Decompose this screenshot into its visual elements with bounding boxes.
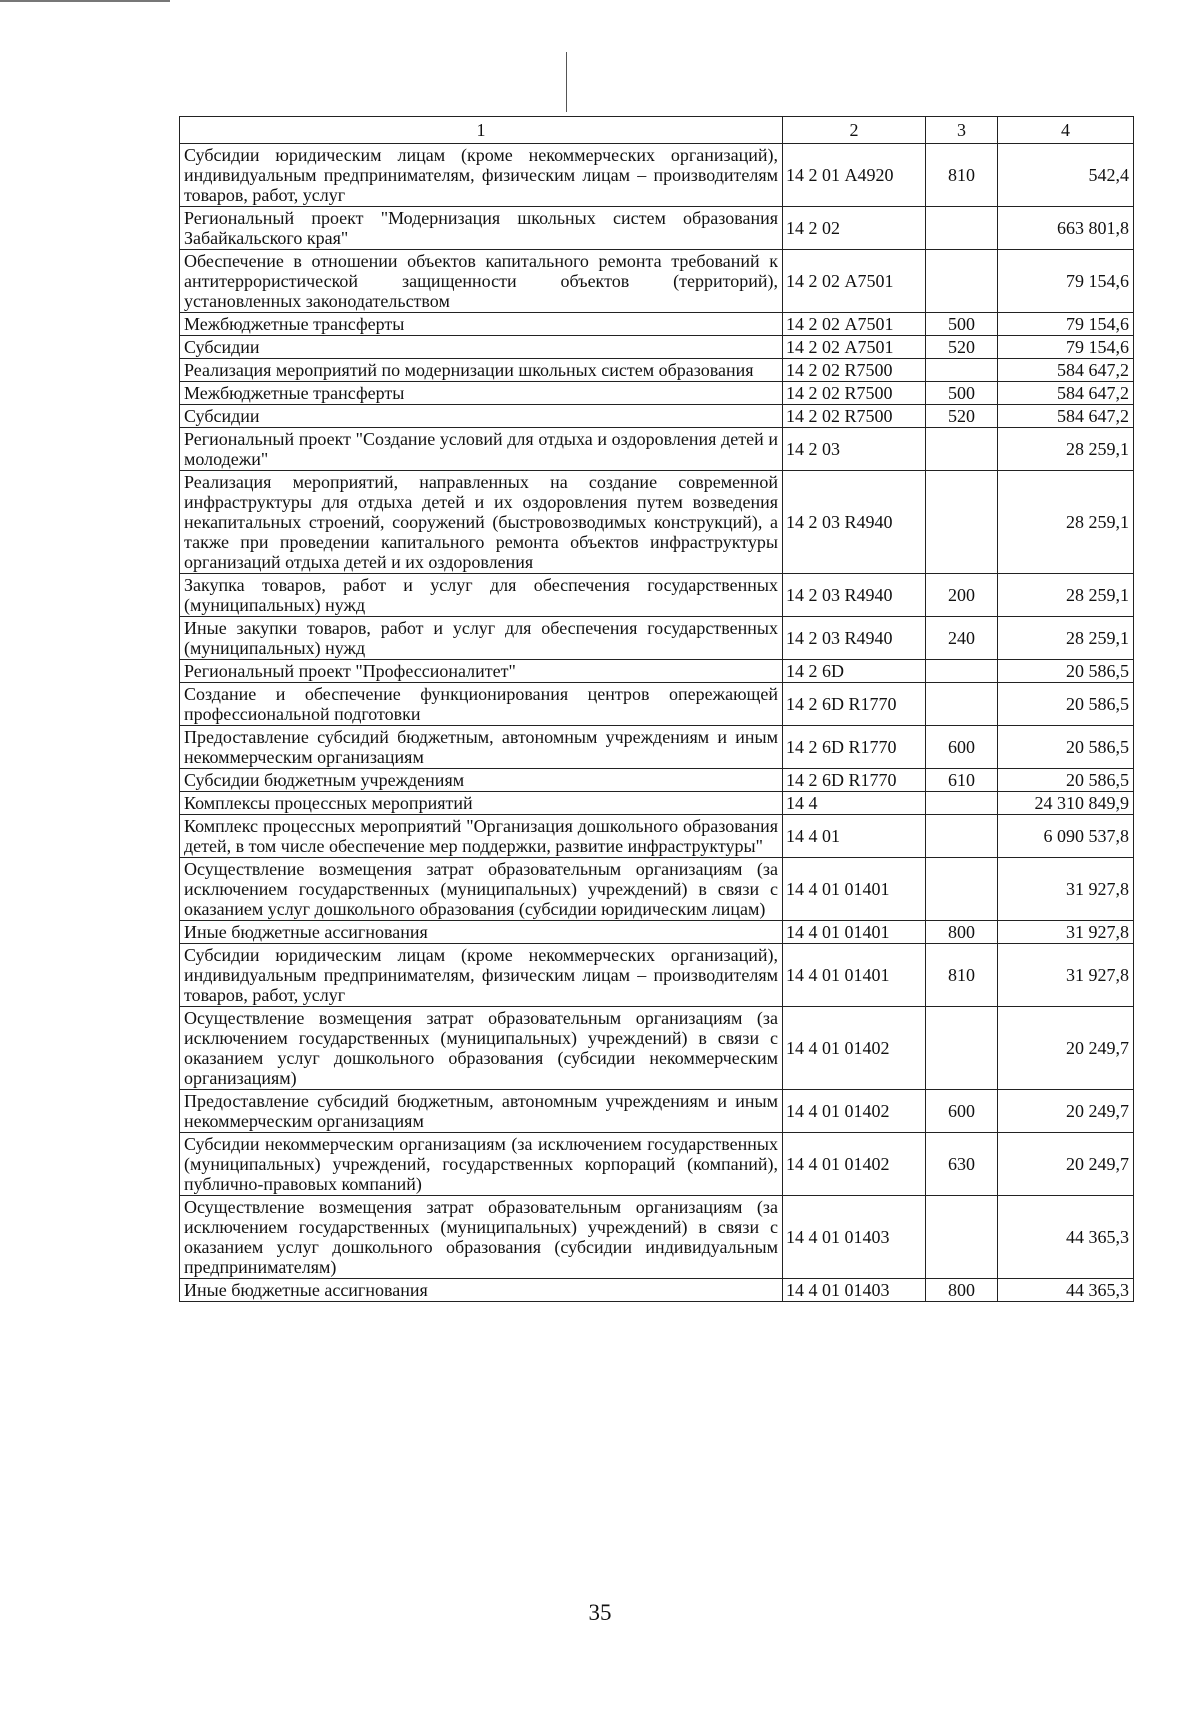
row-code-cell: 14 2 01 А4920 <box>783 144 926 207</box>
table-row <box>180 726 1134 769</box>
row-type-cell <box>926 207 998 250</box>
row-type-cell: 800 <box>926 1279 998 1302</box>
row-sum-cell: 28 259,1 <box>998 428 1134 471</box>
row-type-cell: 810 <box>926 944 998 1007</box>
row-sum-cell: 20 586,5 <box>998 683 1134 726</box>
row-name-cell: Региональный проект "Модернизация школьных систем образования Забайкальского края" <box>180 207 783 250</box>
table-row <box>180 1090 1134 1133</box>
row-code-cell: 14 2 03 <box>783 428 926 471</box>
table-row <box>180 144 1134 207</box>
page-number: 35 <box>588 1600 612 1625</box>
row-code-cell: 14 4 01 01402 <box>783 1090 926 1133</box>
row-name-cell: Иные бюджетные ассигнования <box>180 921 783 944</box>
row-name-cell: Субсидии юридическим лицам (кроме некоммерческих организаций), индивидуальным предпринимателям, физическим лицам – производителям товаров, работ, услуг <box>180 144 783 207</box>
row-type-cell: 200 <box>926 574 998 617</box>
row-sum-cell: 44 365,3 <box>998 1279 1134 1302</box>
row-sum-cell: 31 927,8 <box>998 944 1134 1007</box>
row-code-cell: 14 2 02 R7500 <box>783 405 926 428</box>
row-name-cell: Иные закупки товаров, работ и услуг для обеспечения государственных (муниципальных) нужд <box>180 617 783 660</box>
row-code-cell: 14 2 6D <box>783 660 926 683</box>
row-code-cell: 14 4 01 01402 <box>783 1133 926 1196</box>
row-code-cell: 14 2 02 А7501 <box>783 250 926 313</box>
row-type-cell: 800 <box>926 921 998 944</box>
row-type-cell: 600 <box>926 726 998 769</box>
row-type-cell <box>926 359 998 382</box>
row-type-cell: 240 <box>926 617 998 660</box>
row-name-cell: Осуществление возмещения затрат образовательным организациям (за исключением государственных (муниципальных) учреждений) в связи с оказанием услуг дошкольного образования (субсидии индивидуальным предпринимателям) <box>180 1196 783 1279</box>
row-sum-cell: 28 259,1 <box>998 471 1134 574</box>
row-name-cell: Предоставление субсидий бюджетным, автономным учреждениям и иным некоммерческим организациям <box>180 1090 783 1133</box>
budget-table <box>179 116 1134 1302</box>
table-row <box>180 359 1134 382</box>
table-row <box>180 1007 1134 1090</box>
row-type-cell <box>926 858 998 921</box>
row-type-cell <box>926 792 998 815</box>
row-sum-cell: 31 927,8 <box>998 921 1134 944</box>
row-type-cell <box>926 250 998 313</box>
row-type-cell: 500 <box>926 313 998 336</box>
row-sum-cell: 20 249,7 <box>998 1090 1134 1133</box>
table-row <box>180 313 1134 336</box>
row-type-cell <box>926 1007 998 1090</box>
row-sum-cell: 31 927,8 <box>998 858 1134 921</box>
row-type-cell <box>926 428 998 471</box>
row-sum-cell: 663 801,8 <box>998 207 1134 250</box>
row-name-cell: Закупка товаров, работ и услуг для обеспечения государственных (муниципальных) нужд <box>180 574 783 617</box>
row-sum-cell: 79 154,6 <box>998 313 1134 336</box>
table-row <box>180 574 1134 617</box>
row-name-cell: Межбюджетные трансферты <box>180 313 783 336</box>
header-row <box>180 117 1134 144</box>
row-code-cell: 14 2 02 А7501 <box>783 313 926 336</box>
row-name-cell: Осуществление возмещения затрат образовательным организациям (за исключением государственных (муниципальных) учреждений) в связи с оказанием услуг дошкольного образования (субсидии юридическим лицам) <box>180 858 783 921</box>
row-code-cell: 14 2 6D R1770 <box>783 769 926 792</box>
row-code-cell: 14 4 01 01403 <box>783 1279 926 1302</box>
row-sum-cell: 24 310 849,9 <box>998 792 1134 815</box>
header-col-2: 2 <box>783 117 926 144</box>
row-code-cell: 14 2 02 <box>783 207 926 250</box>
table-row <box>180 382 1134 405</box>
row-code-cell: 14 4 01 <box>783 815 926 858</box>
row-sum-cell: 79 154,6 <box>998 250 1134 313</box>
row-type-cell <box>926 815 998 858</box>
row-sum-cell: 20 586,5 <box>998 726 1134 769</box>
row-name-cell: Иные бюджетные ассигнования <box>180 1279 783 1302</box>
row-code-cell: 14 4 01 01401 <box>783 944 926 1007</box>
row-type-cell: 500 <box>926 382 998 405</box>
row-code-cell: 14 2 03 R4940 <box>783 617 926 660</box>
row-sum-cell: 6 090 537,8 <box>998 815 1134 858</box>
row-name-cell: Субсидии бюджетным учреждениям <box>180 769 783 792</box>
row-name-cell: Субсидии некоммерческим организациям (за исключением государственных (муниципальных) учреждений, государственных корпораций (компаний), публично-правовых компаний) <box>180 1133 783 1196</box>
scan-top-rule <box>0 0 170 2</box>
header-col-1: 1 <box>180 117 783 144</box>
table-row <box>180 1133 1134 1196</box>
row-code-cell: 14 2 02 R7500 <box>783 382 926 405</box>
row-code-cell: 14 4 01 01402 <box>783 1007 926 1090</box>
table-row <box>180 1196 1134 1279</box>
table-body <box>180 144 1134 1302</box>
row-sum-cell: 28 259,1 <box>998 617 1134 660</box>
table-header <box>180 117 1134 144</box>
table-row <box>180 792 1134 815</box>
table-row <box>180 660 1134 683</box>
table-row <box>180 207 1134 250</box>
row-code-cell: 14 2 6D R1770 <box>783 683 926 726</box>
row-name-cell: Реализация мероприятий по модернизации школьных систем образования <box>180 359 783 382</box>
row-code-cell: 14 2 03 R4940 <box>783 574 926 617</box>
row-sum-cell: 20 249,7 <box>998 1133 1134 1196</box>
row-name-cell: Реализация мероприятий, направленных на создание современной инфраструктуры для отдыха детей и их оздоровления путем возведения некапитальных строений, сооружений (быстровозводимых конструкций), а также при проведении капитального ремонта объектов инфраструктуры организаций отдыха детей и их оздоровления <box>180 471 783 574</box>
table-row <box>180 769 1134 792</box>
row-name-cell: Межбюджетные трансферты <box>180 382 783 405</box>
row-name-cell: Осуществление возмещения затрат образовательным организациям (за исключением государственных (муниципальных) учреждений) в связи с оказанием услуг дошкольного образования (субсидии некоммерческим организациям) <box>180 1007 783 1090</box>
table-row <box>180 1279 1134 1302</box>
row-sum-cell: 79 154,6 <box>998 336 1134 359</box>
table-row <box>180 250 1134 313</box>
row-type-cell: 520 <box>926 336 998 359</box>
scan-fold-mark <box>566 52 567 112</box>
row-type-cell: 610 <box>926 769 998 792</box>
row-name-cell: Субсидии <box>180 336 783 359</box>
row-name-cell: Комплексы процессных мероприятий <box>180 792 783 815</box>
table-row <box>180 428 1134 471</box>
table-row <box>180 336 1134 359</box>
row-code-cell: 14 2 02 А7501 <box>783 336 926 359</box>
row-name-cell: Субсидии <box>180 405 783 428</box>
table-row <box>180 405 1134 428</box>
row-code-cell: 14 4 01 01403 <box>783 1196 926 1279</box>
row-sum-cell: 584 647,2 <box>998 359 1134 382</box>
row-sum-cell: 542,4 <box>998 144 1134 207</box>
row-sum-cell: 20 586,5 <box>998 660 1134 683</box>
table-row <box>180 683 1134 726</box>
header-col-3: 3 <box>926 117 998 144</box>
row-sum-cell: 44 365,3 <box>998 1196 1134 1279</box>
row-sum-cell: 584 647,2 <box>998 405 1134 428</box>
row-type-cell <box>926 683 998 726</box>
row-sum-cell: 28 259,1 <box>998 574 1134 617</box>
row-code-cell: 14 4 01 01401 <box>783 921 926 944</box>
table-row <box>180 471 1134 574</box>
row-code-cell: 14 2 6D R1770 <box>783 726 926 769</box>
row-code-cell: 14 4 01 01401 <box>783 858 926 921</box>
row-sum-cell: 20 586,5 <box>998 769 1134 792</box>
row-code-cell: 14 2 02 R7500 <box>783 359 926 382</box>
row-type-cell <box>926 660 998 683</box>
row-name-cell: Обеспечение в отношении объектов капитального ремонта требований к антитеррористической защищенности объектов (территорий), установленных законодательством <box>180 250 783 313</box>
table-row <box>180 858 1134 921</box>
row-name-cell: Региональный проект "Создание условий для отдыха и оздоровления детей и молодежи" <box>180 428 783 471</box>
row-type-cell: 630 <box>926 1133 998 1196</box>
row-type-cell <box>926 1196 998 1279</box>
table-row <box>180 921 1134 944</box>
row-sum-cell: 584 647,2 <box>998 382 1134 405</box>
table-row <box>180 815 1134 858</box>
row-name-cell: Региональный проект "Профессионалитет" <box>180 660 783 683</box>
row-code-cell: 14 4 <box>783 792 926 815</box>
row-type-cell: 600 <box>926 1090 998 1133</box>
row-type-cell: 520 <box>926 405 998 428</box>
row-name-cell: Создание и обеспечение функционирования центров опережающей профессиональной подготовки <box>180 683 783 726</box>
row-type-cell <box>926 471 998 574</box>
table-row <box>180 617 1134 660</box>
row-name-cell: Комплекс процессных мероприятий "Организация дошкольного образования детей, в том числе обеспечение мер поддержки, развитие инфраструктуры" <box>180 815 783 858</box>
row-type-cell: 810 <box>926 144 998 207</box>
row-name-cell: Субсидии юридическим лицам (кроме некоммерческих организаций), индивидуальным предпринимателям, физическим лицам – производителям товаров, работ, услуг <box>180 944 783 1007</box>
row-sum-cell: 20 249,7 <box>998 1007 1134 1090</box>
row-code-cell: 14 2 03 R4940 <box>783 471 926 574</box>
table-row <box>180 944 1134 1007</box>
header-col-4: 4 <box>998 117 1134 144</box>
row-name-cell: Предоставление субсидий бюджетным, автономным учреждениям и иным некоммерческим организациям <box>180 726 783 769</box>
